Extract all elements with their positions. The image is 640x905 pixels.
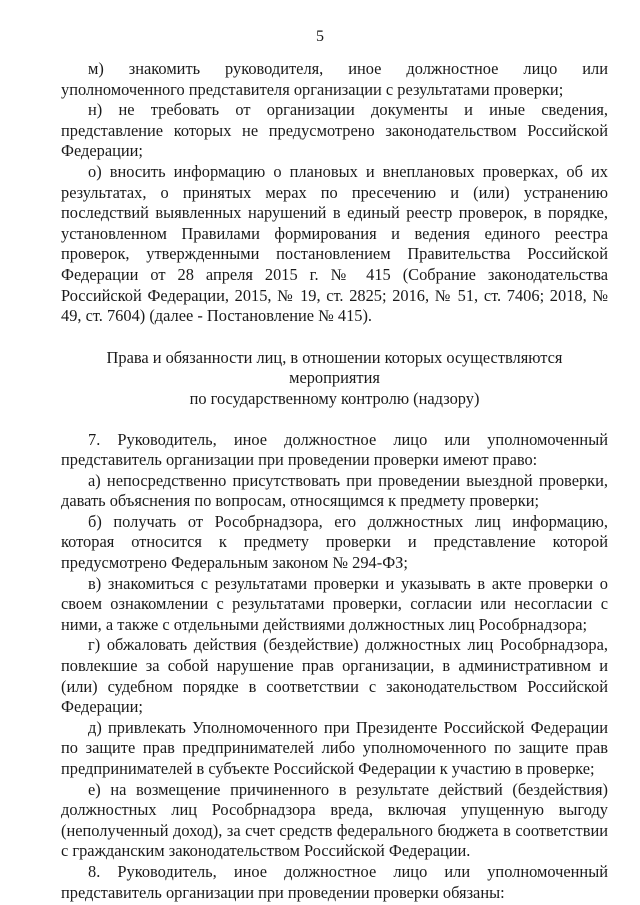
section-heading-line-2: по государственному контролю (надзору) — [189, 388, 480, 408]
paragraph-n: н) не требовать от организации документы и иные сведения, представление которых не предусмотрено законодательством Российской Федерации; — [61, 100, 608, 161]
paragraph-7a: а) непосредственно присутствовать при проведении выездной проверки, давать объяснения по вопросам, относящимся к предмету проверки; — [61, 470, 608, 511]
paragraph-7v: в) знакомиться с результатами проверки и указывать в акте проверки о своем ознакомлении с результатами проверки, согласии или несогласии с ними, а также с отдельными действиями должностных лиц Рособрнадзора; — [61, 573, 608, 634]
paragraph-o: о) вносить информацию о плановых и внеплановых проверках, об их результатах, о принятых мерах по пресечению и (или) устранению последствий выявленных нарушений в единый реестр проверок, в порядке, установленном Правилами формирования и ведения единого реестра проверок, утвержденными постановлением Правительства Российской Федерации от 28 апреля 2015 г. № 415 (Собрание законодательства Российской Федерации, 2015, № 19, ст. 2825; 2016, № 51, ст. 7406; 2018, № 49, ст. 7604) (далее - Постановление № 415). — [61, 161, 608, 326]
document-body — [61, 59, 608, 903]
paragraph-7g: г) обжаловать действия (бездействие) должностных лиц Рособрнадзора, повлекшие за собой нарушение прав организации, в административном и (или) судебном порядке в соответствии с законодательством Российской Федерации; — [61, 635, 608, 717]
paragraph-7: 7. Руководитель, иное должностное лицо или уполномоченный представитель организации при проведении проверки имеют право: — [61, 429, 608, 470]
paragraph-m: м) знакомить руководителя, иное должностное лицо или уполномоченного представителя организации с результатами проверки; — [61, 59, 608, 99]
paragraph-7d: д) привлекать Уполномоченного при Президенте Российской Федерации по защите прав предпринимателей либо уполномоченного по защите прав предпринимателей в субъекте Российской Федерации к участию в проверке; — [61, 717, 608, 778]
section-heading — [61, 348, 608, 410]
paragraph-7e: е) на возмещение причиненного в результате действий (бездействия) должностных лиц Рособрнадзора вреда, включая упущенную выгоду (неполученный доход), за счет средств федерального бюджета в соответствии с гражданским законодательством Российской Федерации. — [61, 779, 608, 861]
paragraph-8: 8. Руководитель, иное должностное лицо или уполномоченный представитель организации при проведении проверки обязаны: — [61, 861, 608, 902]
section-heading-line-1: Права и обязанности лиц, в отношении которых осуществляются мероприятия — [106, 347, 563, 388]
page-number: 5 — [316, 28, 324, 45]
paragraph-7b: б) получать от Рособрнадзора, его должностных лиц информацию, которая относится к предмету проверки и представление которой предусмотрено Федеральным законом № 294-ФЗ; — [61, 511, 608, 573]
